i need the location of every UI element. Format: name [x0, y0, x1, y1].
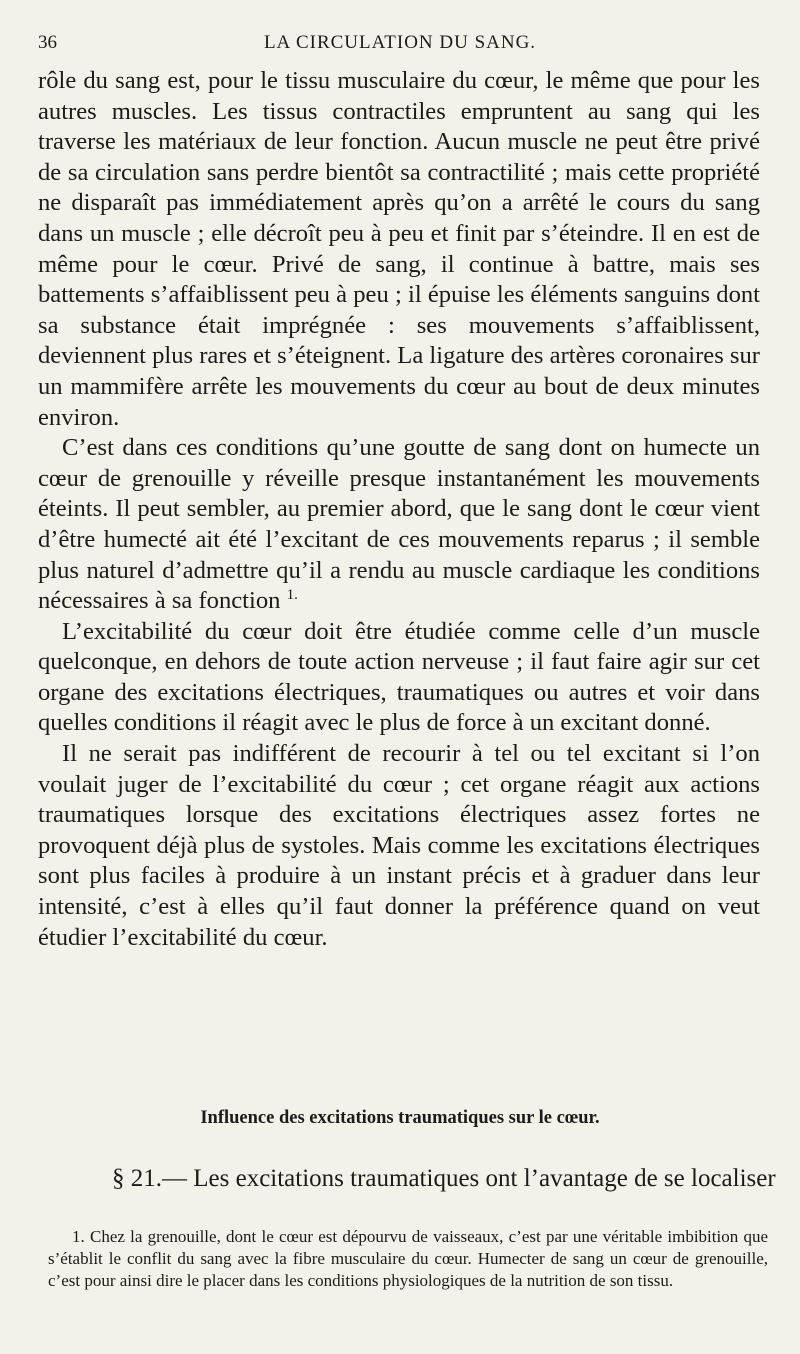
paragraph-3: L’excitabilité du cœur doit être étudiée comme celle d’un muscle quelconque, en dehors de toute action nerveuse ; il faut faire agir sur cet organe des excitations électriques, traumatiques ou autres et voir dans quelles conditions il réagit avec le plus de force à un excitant donné.: [38, 617, 760, 737]
section-number: § 21.: [112, 1165, 162, 1192]
footnote: [48, 1226, 768, 1292]
footnote-reference: 1.: [286, 586, 298, 603]
paragraph-1: rôle du sang est, pour le tissu musculaire du cœur, le même que pour les autres muscles. Les tissus contractiles empruntent au sang qui les traverse les matériaux de leur fonction. Aucun muscle ne peut être privé de sa circulation sans perdre bientôt sa contractilité ; mais cette propriété ne disparaît pas immédiatement après qu’on a arrêté le cours du sang dans un muscle ; elle décroît peu à peu et finit par s’éteindre. Il en est de même pour le cœur. Privé de sang, il continue à battre, mais ses battements s’affaiblissent peu à peu ; il épuise les éléments sanguins dont sa substance était imprégnée : ses mouvements s’affaiblissent, deviennent plus rares et s’éteignent. La ligature des artères coronaires sur un mammifère arrête les mouvements du cœur au bout de deux minutes environ.: [38, 67, 760, 431]
section-heading: Influence des excitations traumatiques sur le cœur.: [200, 1108, 600, 1128]
paragraph-2-text: C’est dans ces conditions qu’une goutte de sang dont on humecte un cœur de grenouille y réveille presque instantanément les mouvements éteints. Il peut sembler, au premier abord, que le sang dont le cœur vient d’être humecté ait été l’excitant de ces mouvements reparus ; il semble plus naturel d’admettre qu’il a rendu au muscle cardiaque les conditions nécessaires à sa fonction: [38, 434, 760, 615]
section-paragraph: [112, 1164, 776, 1194]
body-text: [38, 66, 760, 953]
page-header: [38, 32, 762, 60]
footnote-text: 1. Chez la grenouille, dont le cœur est dépourvu de vaisseaux, c’est par une véritable imbibition que s’établit le conflit du sang avec la fibre musculaire du cœur. Humecter de sang un cœur de grenouille, c’est pour ainsi dire le placer dans les conditions physiologiques de la nutrition de son tissu.: [48, 1227, 768, 1290]
section-text: — Les excitations traumatiques ont l’avantage de se localiser: [162, 1165, 776, 1192]
running-title: LA CIRCULATION DU SANG.: [263, 32, 537, 53]
paragraph-4: Il ne serait pas indifférent de recourir à tel ou tel excitant si l’on voulait juger de l’excitabilité du cœur ; cet organe réagit aux actions traumatiques lorsque des excitations électriques assez fortes ne provoquent déjà plus de systoles. Mais comme les excitations électriques sont plus faciles à produire à un instant précis et à graduer dans leur intensité, c’est à elles qu’il faut donner la préférence quand on veut étudier l’excitabilité du cœur.: [38, 740, 760, 951]
page-number: 36: [38, 32, 57, 53]
paragraph-2: [38, 433, 760, 617]
